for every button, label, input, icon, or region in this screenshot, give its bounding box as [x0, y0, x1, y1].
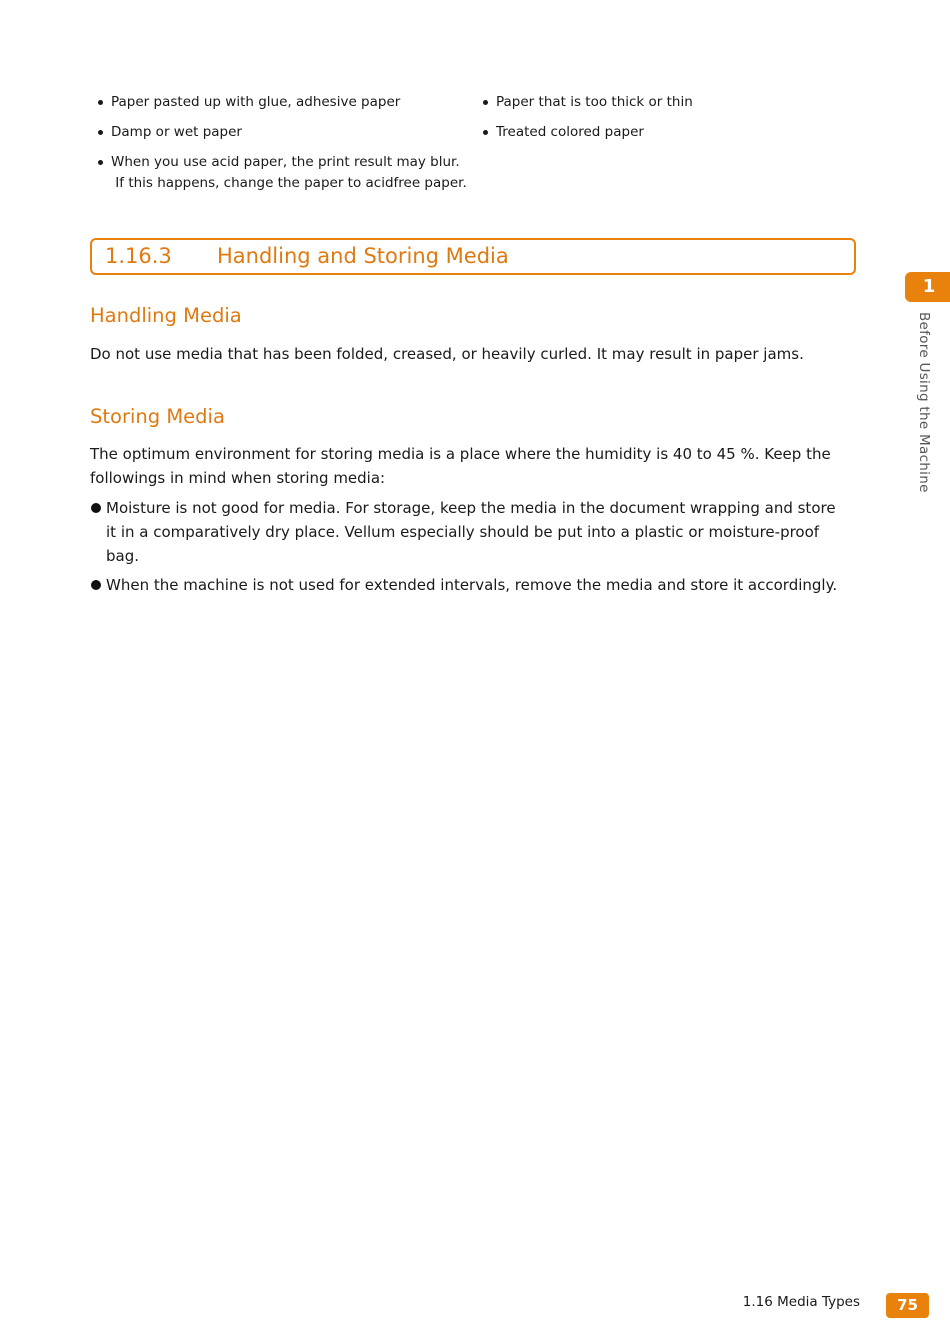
list-item: When the machine is not used for extended intervals, remove the media and store it accordingly.	[90, 573, 850, 597]
storing-intro: The optimum environment for storing media is a place where the humidity is 40 to 45 %. Keep the followings in mind when storing media:	[90, 445, 831, 487]
list-item-line: If this happens, change the paper to acidfree paper.	[111, 175, 467, 191]
list-item: Damp or wet paper	[96, 122, 476, 143]
page-number-badge: 75	[886, 1293, 929, 1318]
chapter-tab[interactable]: 1	[905, 272, 950, 302]
list-item-line: When you use acid paper, the print result may blur.	[111, 154, 460, 170]
list-item	[96, 152, 476, 194]
list-item: Treated colored paper	[481, 122, 841, 143]
top-list-left	[96, 92, 476, 194]
list-item: Paper pasted up with glue, adhesive paper	[96, 92, 476, 113]
footer-section-label: 1.16 Media Types	[742, 1294, 860, 1310]
section-heading-box	[90, 238, 856, 275]
storing-heading: Storing Media	[90, 405, 225, 428]
top-list-right	[481, 92, 841, 143]
handling-heading: Handling Media	[90, 304, 242, 327]
section-title: Handling and Storing Media	[217, 244, 509, 268]
section-number: 1.16.3	[105, 244, 172, 268]
handling-text: Do not use media that has been folded, creased, or heavily curled. It may result in paper jams.	[90, 345, 804, 363]
chapter-side-label: Before Using the Machine	[916, 312, 932, 493]
list-item: Paper that is too thick or thin	[481, 92, 841, 113]
list-item: Moisture is not good for media. For storage, keep the media in the document wrapping and store it in a comparatively dry place. Vellum especially should be put into a plastic or moisture-proof bag.	[90, 496, 850, 568]
storing-bullet-list	[90, 496, 850, 597]
